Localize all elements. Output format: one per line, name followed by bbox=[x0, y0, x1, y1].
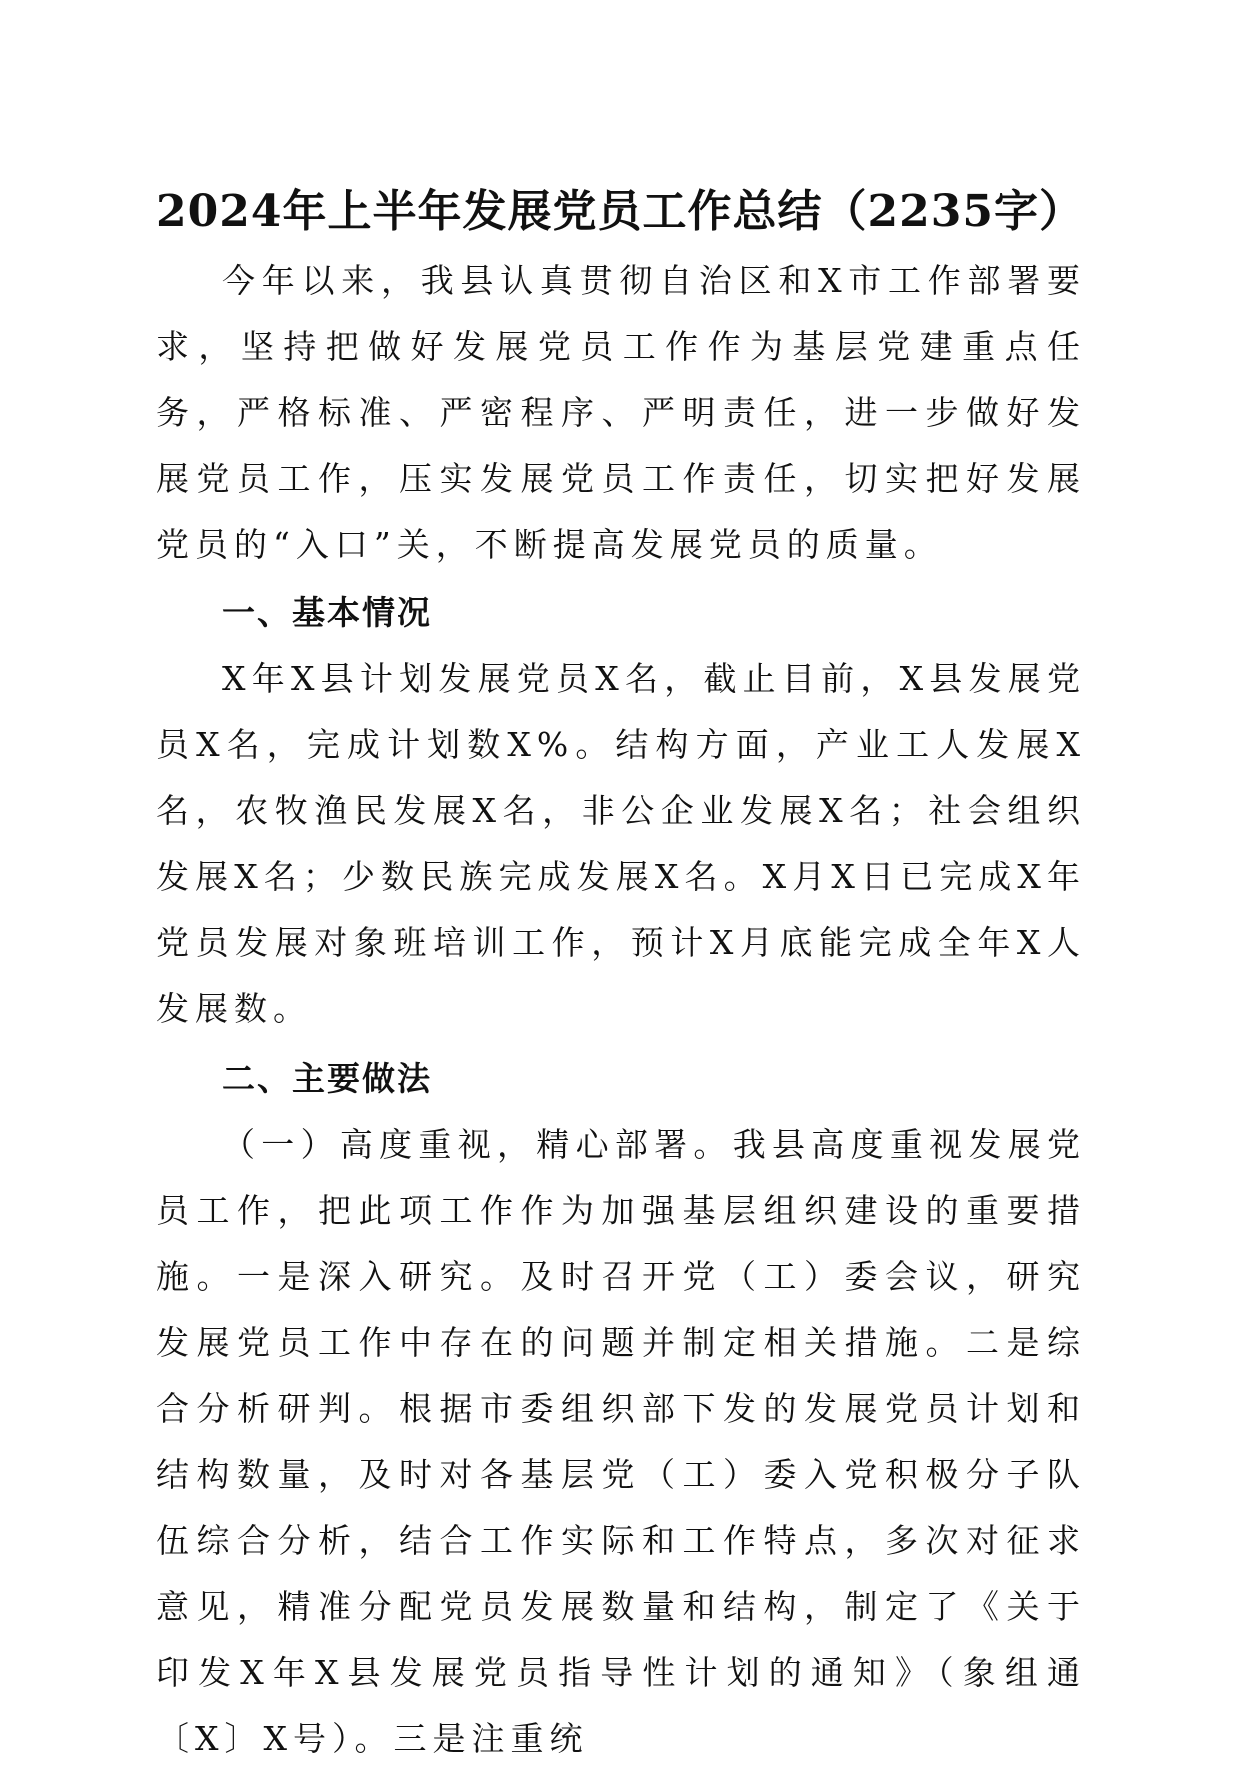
intro-paragraph: 今年以来，我县认真贯彻自治区和X市工作部署要求，坚持把做好发展党员工作作为基层党建重点任务，严格标准、严密程序、严明责任，进一步做好发展党员工作，压实发展党员工作责任，切实把好发展党员的“入口”关，不断提高发展党员的质量。 bbox=[156, 261, 1086, 564]
document-title: 2024年上半年发展党员工作总结（2235字） bbox=[156, 186, 1084, 237]
section-heading-main-practices: 二、主要做法 bbox=[222, 1059, 432, 1098]
section-heading-basic-situation: 一、基本情况 bbox=[222, 593, 432, 632]
basic-situation-paragraph: X年X县计划发展党员X名，截止目前，X县发展党员X名，完成计划数X%。结构方面，产业工人发展X名，农牧渔民发展X名，非公企业发展X名；社会组织发展X名；少数民族完成发展X名。X月X日已完成X年党员发展对象班培训工作，预计X月底能完成全年X人发展数。 bbox=[156, 659, 1086, 1028]
document-body bbox=[156, 248, 1086, 1772]
main-practices-paragraph: （一）高度重视，精心部署。我县高度重视发展党员工作，把此项工作作为加强基层组织建设的重要措施。一是深入研究。及时召开党（工）委会议，研究发展党员工作中存在的问题并制定相关措施。二是综合分析研判。根据市委组织部下发的发展党员计划和结构数量，及时对各基层党（工）委入党积极分子队伍综合分析，结合工作实际和工作特点，多次对征求意见，精准分配党员发展数量和结构，制定了《关于印发X年X县发展党员指导性计划的通知》（象组通〔X〕X号）。三是注重统 bbox=[156, 1125, 1086, 1758]
